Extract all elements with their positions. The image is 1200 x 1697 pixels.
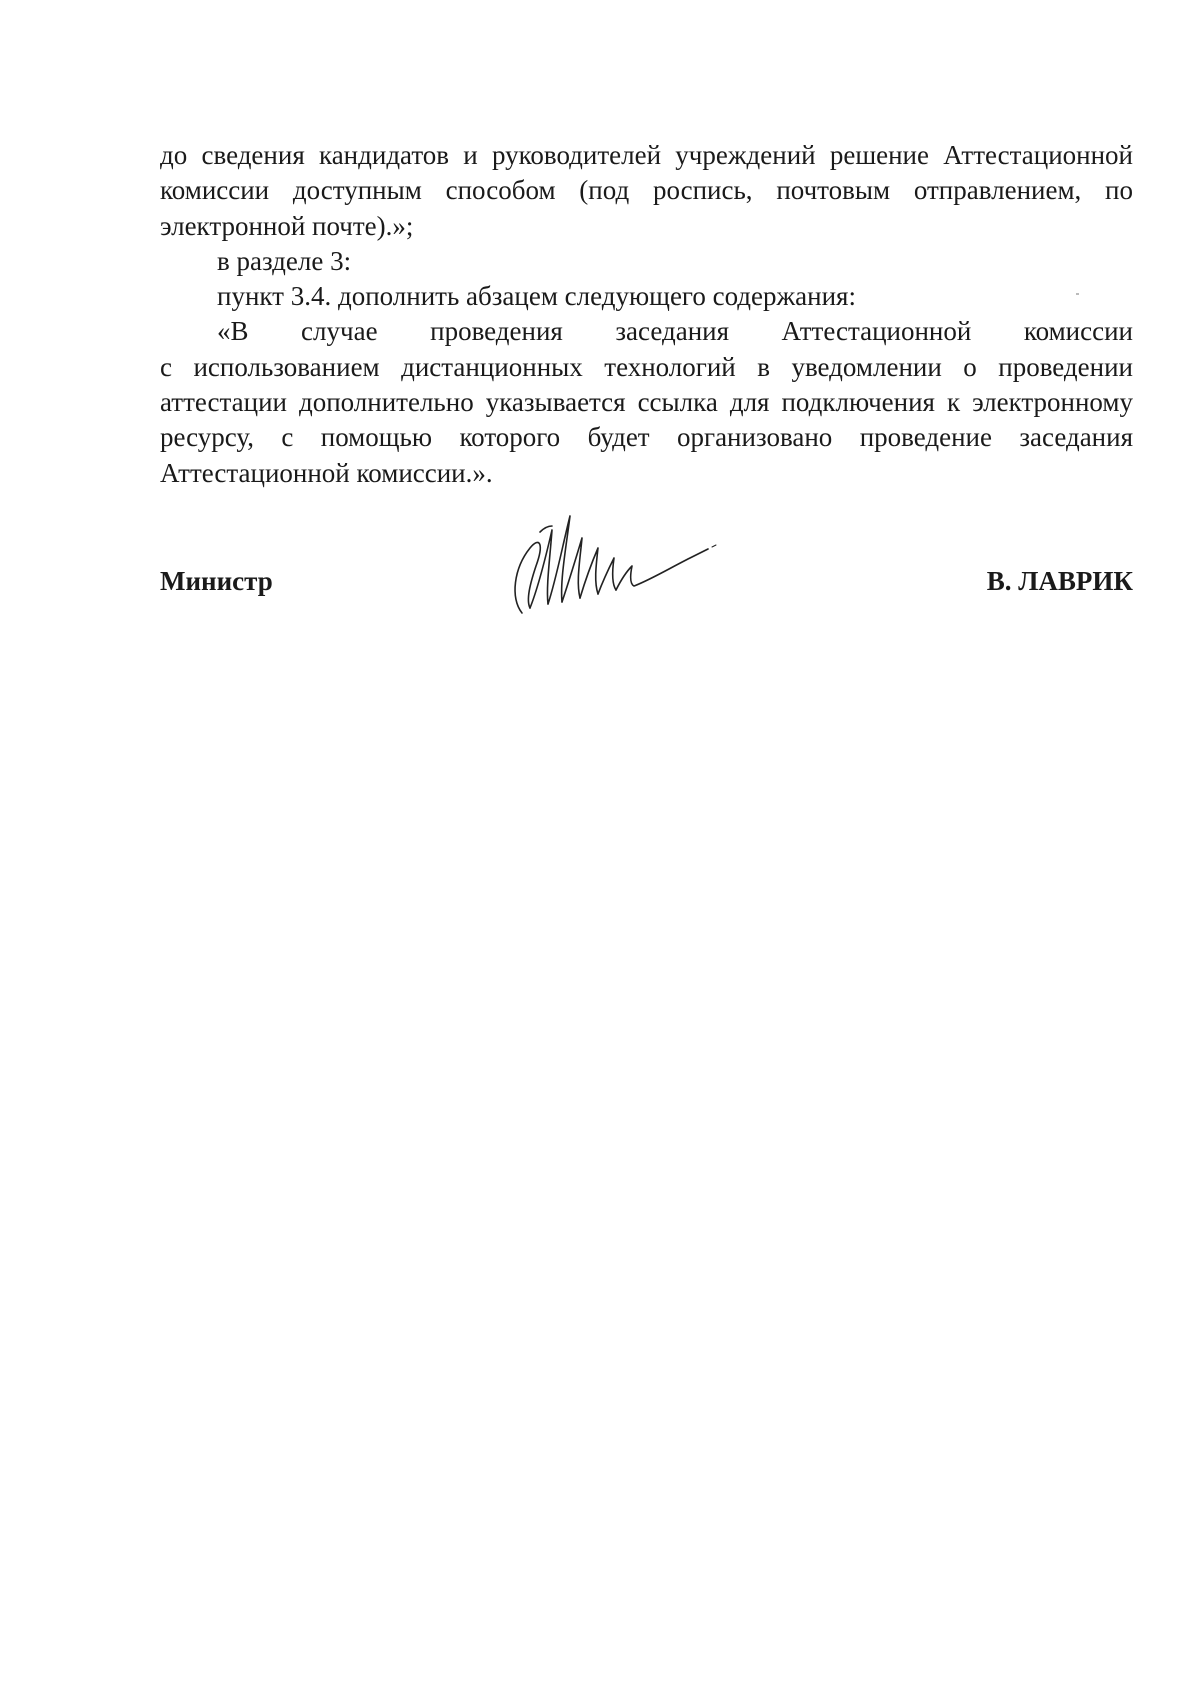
paragraph-remote-technologies: с использованием дистанционных технологий в уведомлении о проведении аттестации дополнительно указывается ссылка для подключения к электронному ресурсу, с помощью которого будет организовано проведение заседания Аттестационной комиссии.». bbox=[160, 351, 1133, 488]
signatory-name: В. ЛАВРИК bbox=[986, 566, 1133, 596]
signatory-title: Министр bbox=[160, 566, 273, 596]
paragraph-quote-start: «В случае проведения заседания Аттестационной комиссии bbox=[217, 316, 1133, 347]
paragraph-decision-notice: до сведения кандидатов и руководителей учреждений решение Аттестационной комиссии доступным способом (под роспись, почтовым отправлением, по электронной почте).»; bbox=[160, 140, 1133, 241]
document-body bbox=[160, 138, 1133, 491]
handwritten-signature bbox=[500, 508, 720, 620]
paragraph-clause-3-4: пункт 3.4. дополнить абзацем следующего содержания: bbox=[217, 281, 856, 312]
scan-speck bbox=[1076, 293, 1079, 295]
paragraph-section-3: в разделе 3: bbox=[217, 245, 352, 276]
